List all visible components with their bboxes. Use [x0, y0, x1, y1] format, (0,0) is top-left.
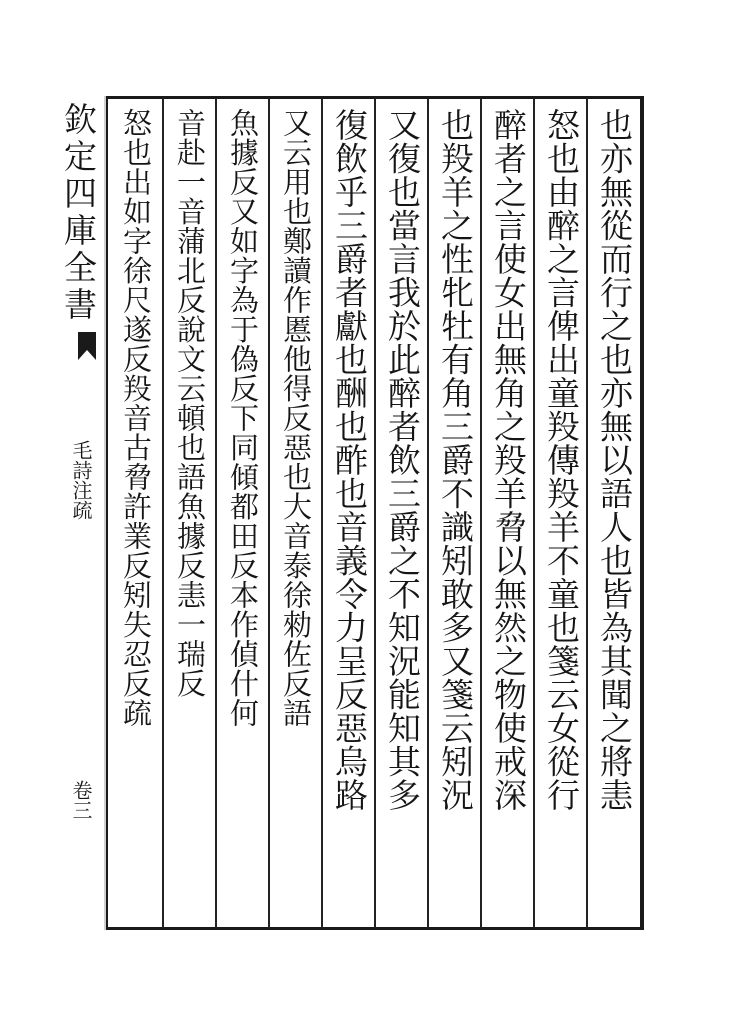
- text-column-10: 怒也出如字徐尺遂反羖音古脅許業反矧失忍反疏: [119, 108, 153, 728]
- text-column-5: 又復也當言我於此醉者飲三爵之不知況能知其多: [383, 108, 422, 812]
- margin-book-title: 毛詩注疏: [69, 440, 93, 520]
- column-rule: [533, 98, 535, 928]
- text-column-6: 復飲乎三爵者獻也酬也酢也音義令力呈反惡烏路: [330, 108, 369, 812]
- column-rule: [586, 98, 588, 928]
- column-rule: [427, 98, 429, 928]
- text-column-4: 也羖羊之性牝牡有角三爵不識矧敢多又箋云矧況: [436, 108, 475, 812]
- column-rule: [480, 98, 482, 928]
- fish-tail-mark-icon: [76, 330, 98, 370]
- text-column-7: 又云用也鄭讀作慝他得反惡也大音泰徐勑佐反語: [279, 108, 313, 728]
- text-column-9: 音赴一音蒲北反說文云頓也語魚據反恚一瑞反: [173, 108, 207, 698]
- column-rule: [374, 98, 376, 928]
- margin-title: 欽定四庫全書: [59, 102, 98, 324]
- text-column-8: 魚據反又如字為于偽反下同傾都田反本作偵什何: [226, 108, 260, 728]
- text-column-1: 也亦無從而行之也亦無以語人也皆為其聞之將恚: [595, 108, 634, 812]
- column-rule: [321, 98, 323, 928]
- margin-page-number: 卷三: [69, 780, 93, 820]
- column-rule: [162, 98, 164, 928]
- column-rule: [268, 98, 270, 928]
- column-rule: [215, 98, 217, 928]
- text-column-2: 怒也由醉之言俾出童羖傳羖羊不童也箋云女從行: [542, 108, 581, 812]
- frame-left-border: [106, 96, 108, 930]
- text-column-3: 醉者之言使女出無角之羖羊脅以無然之物使戒深: [489, 108, 528, 812]
